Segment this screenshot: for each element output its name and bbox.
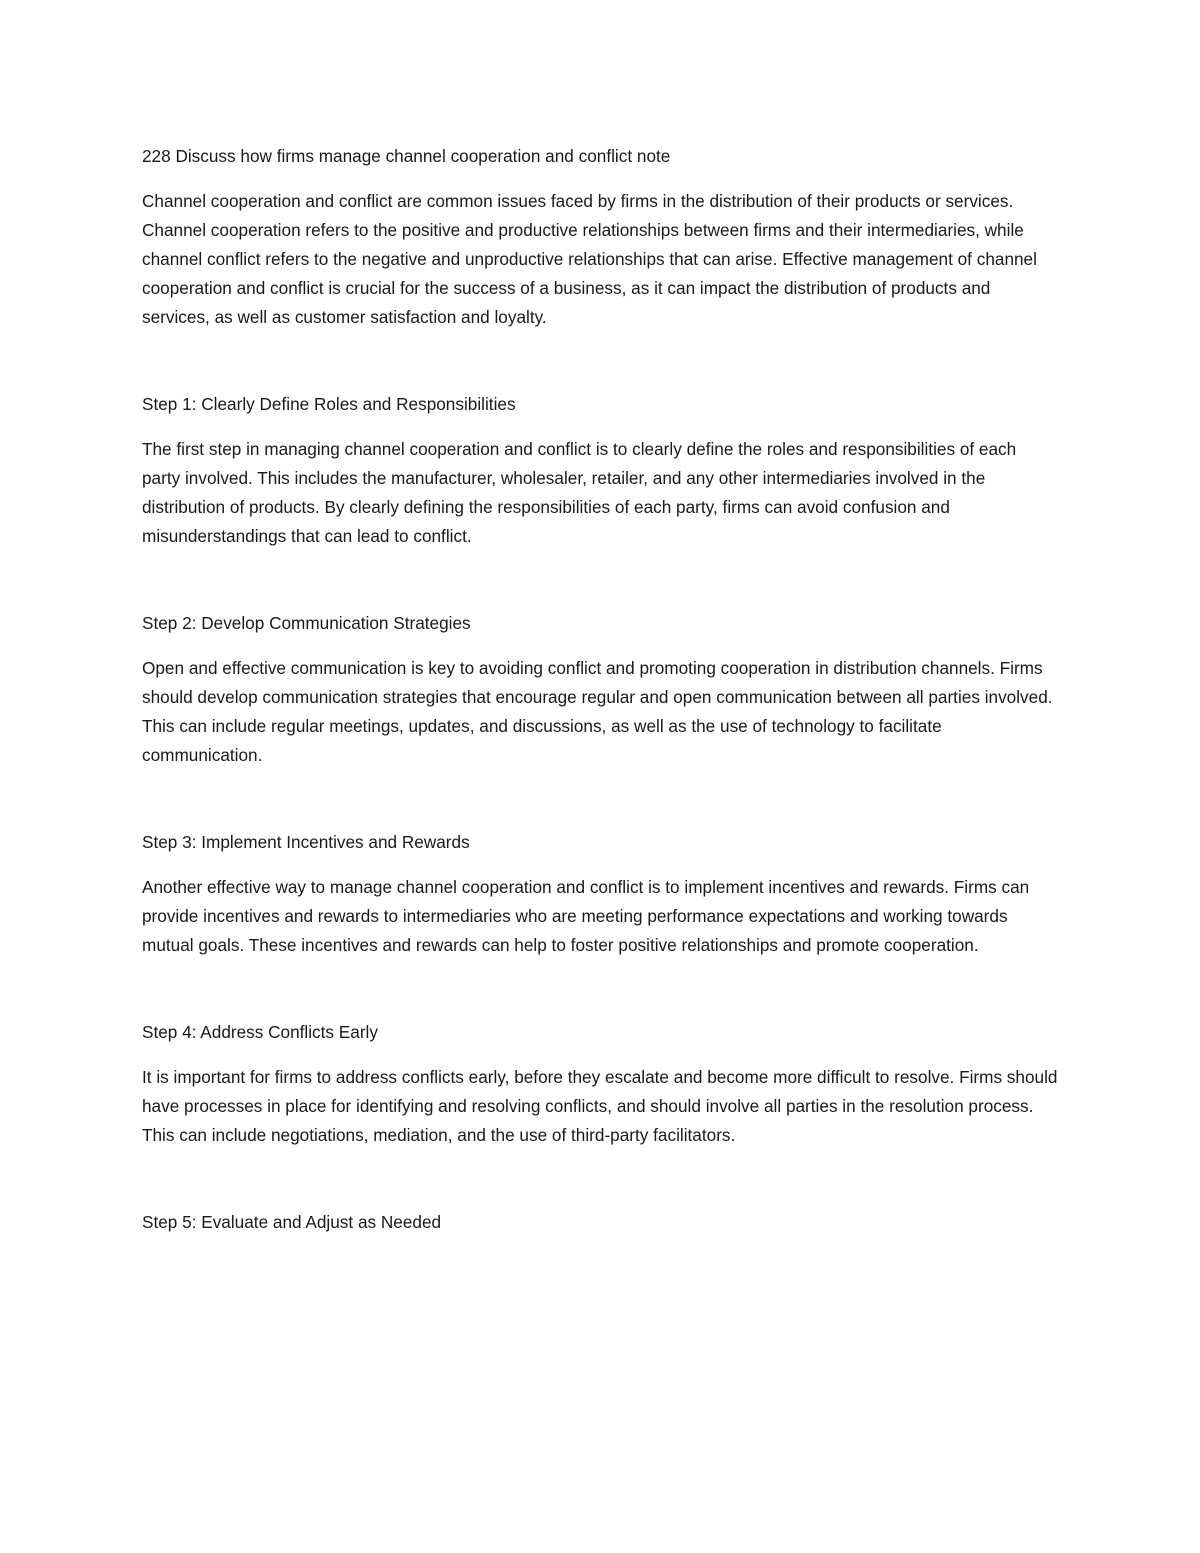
step-3-body: Another effective way to manage channel cooperation and conflict is to implement incentives and rewards. Firms can provide incentives and rewards to intermediaries who are meeting performance expectations and working towards mutual goals. These incentives and rewards can help to foster positive relationships and promote cooperation.: [142, 877, 1030, 955]
step-4-heading: Step 4: Address Conflicts Early: [142, 1022, 378, 1042]
intro-paragraph: Channel cooperation and conflict are common issues faced by firms in the distribution of their products or services. Channel cooperation refers to the positive and productive relationships between firms and their intermediaries, while channel conflict refers to the negative and unproductive relationships that can arise. Effective management of channel cooperation and conflict is crucial for the success of a business, as it can impact the distribution of products and services, as well as customer satisfaction and loyalty.: [142, 191, 1037, 327]
step-1-body: The first step in managing channel cooperation and conflict is to clearly define the roles and responsibilities of each party involved. This includes the manufacturer, wholesaler, retailer, and any other intermediaries involved in the distribution of products. By clearly defining the responsibilities of each party, firms can avoid confusion and misunderstandings that can lead to conflict.: [142, 439, 1017, 546]
step-2-body: Open and effective communication is key to avoiding conflict and promoting cooperation in distribution channels. Firms should develop communication strategies that encourage regular and open communication between all parties involved. This can include regular meetings, updates, and discussions, as well as the use of technology to facilitate communication.: [142, 658, 1053, 765]
step-1-heading: Step 1: Clearly Define Roles and Responsibilities: [142, 394, 516, 414]
step-4-section: [142, 1018, 1058, 1150]
document-title: 228 Discuss how firms manage channel cooperation and conflict note: [142, 146, 671, 166]
step-3-section: [142, 828, 1058, 960]
step-4-body: It is important for firms to address conflicts early, before they escalate and become more difficult to resolve. Firms should have processes in place for identifying and resolving conflicts, and should involve all parties in the resolution process. This can include negotiations, mediation, and the use of third-party facilitators.: [142, 1067, 1058, 1145]
step-5-section: [142, 1208, 1058, 1237]
step-1-section: [142, 390, 1058, 551]
step-2-heading: Step 2: Develop Communication Strategies: [142, 613, 471, 633]
step-5-heading: Step 5: Evaluate and Adjust as Needed: [142, 1212, 442, 1232]
step-3-heading: Step 3: Implement Incentives and Rewards: [142, 832, 470, 852]
step-2-section: [142, 609, 1058, 770]
document-content: [142, 142, 1058, 1253]
